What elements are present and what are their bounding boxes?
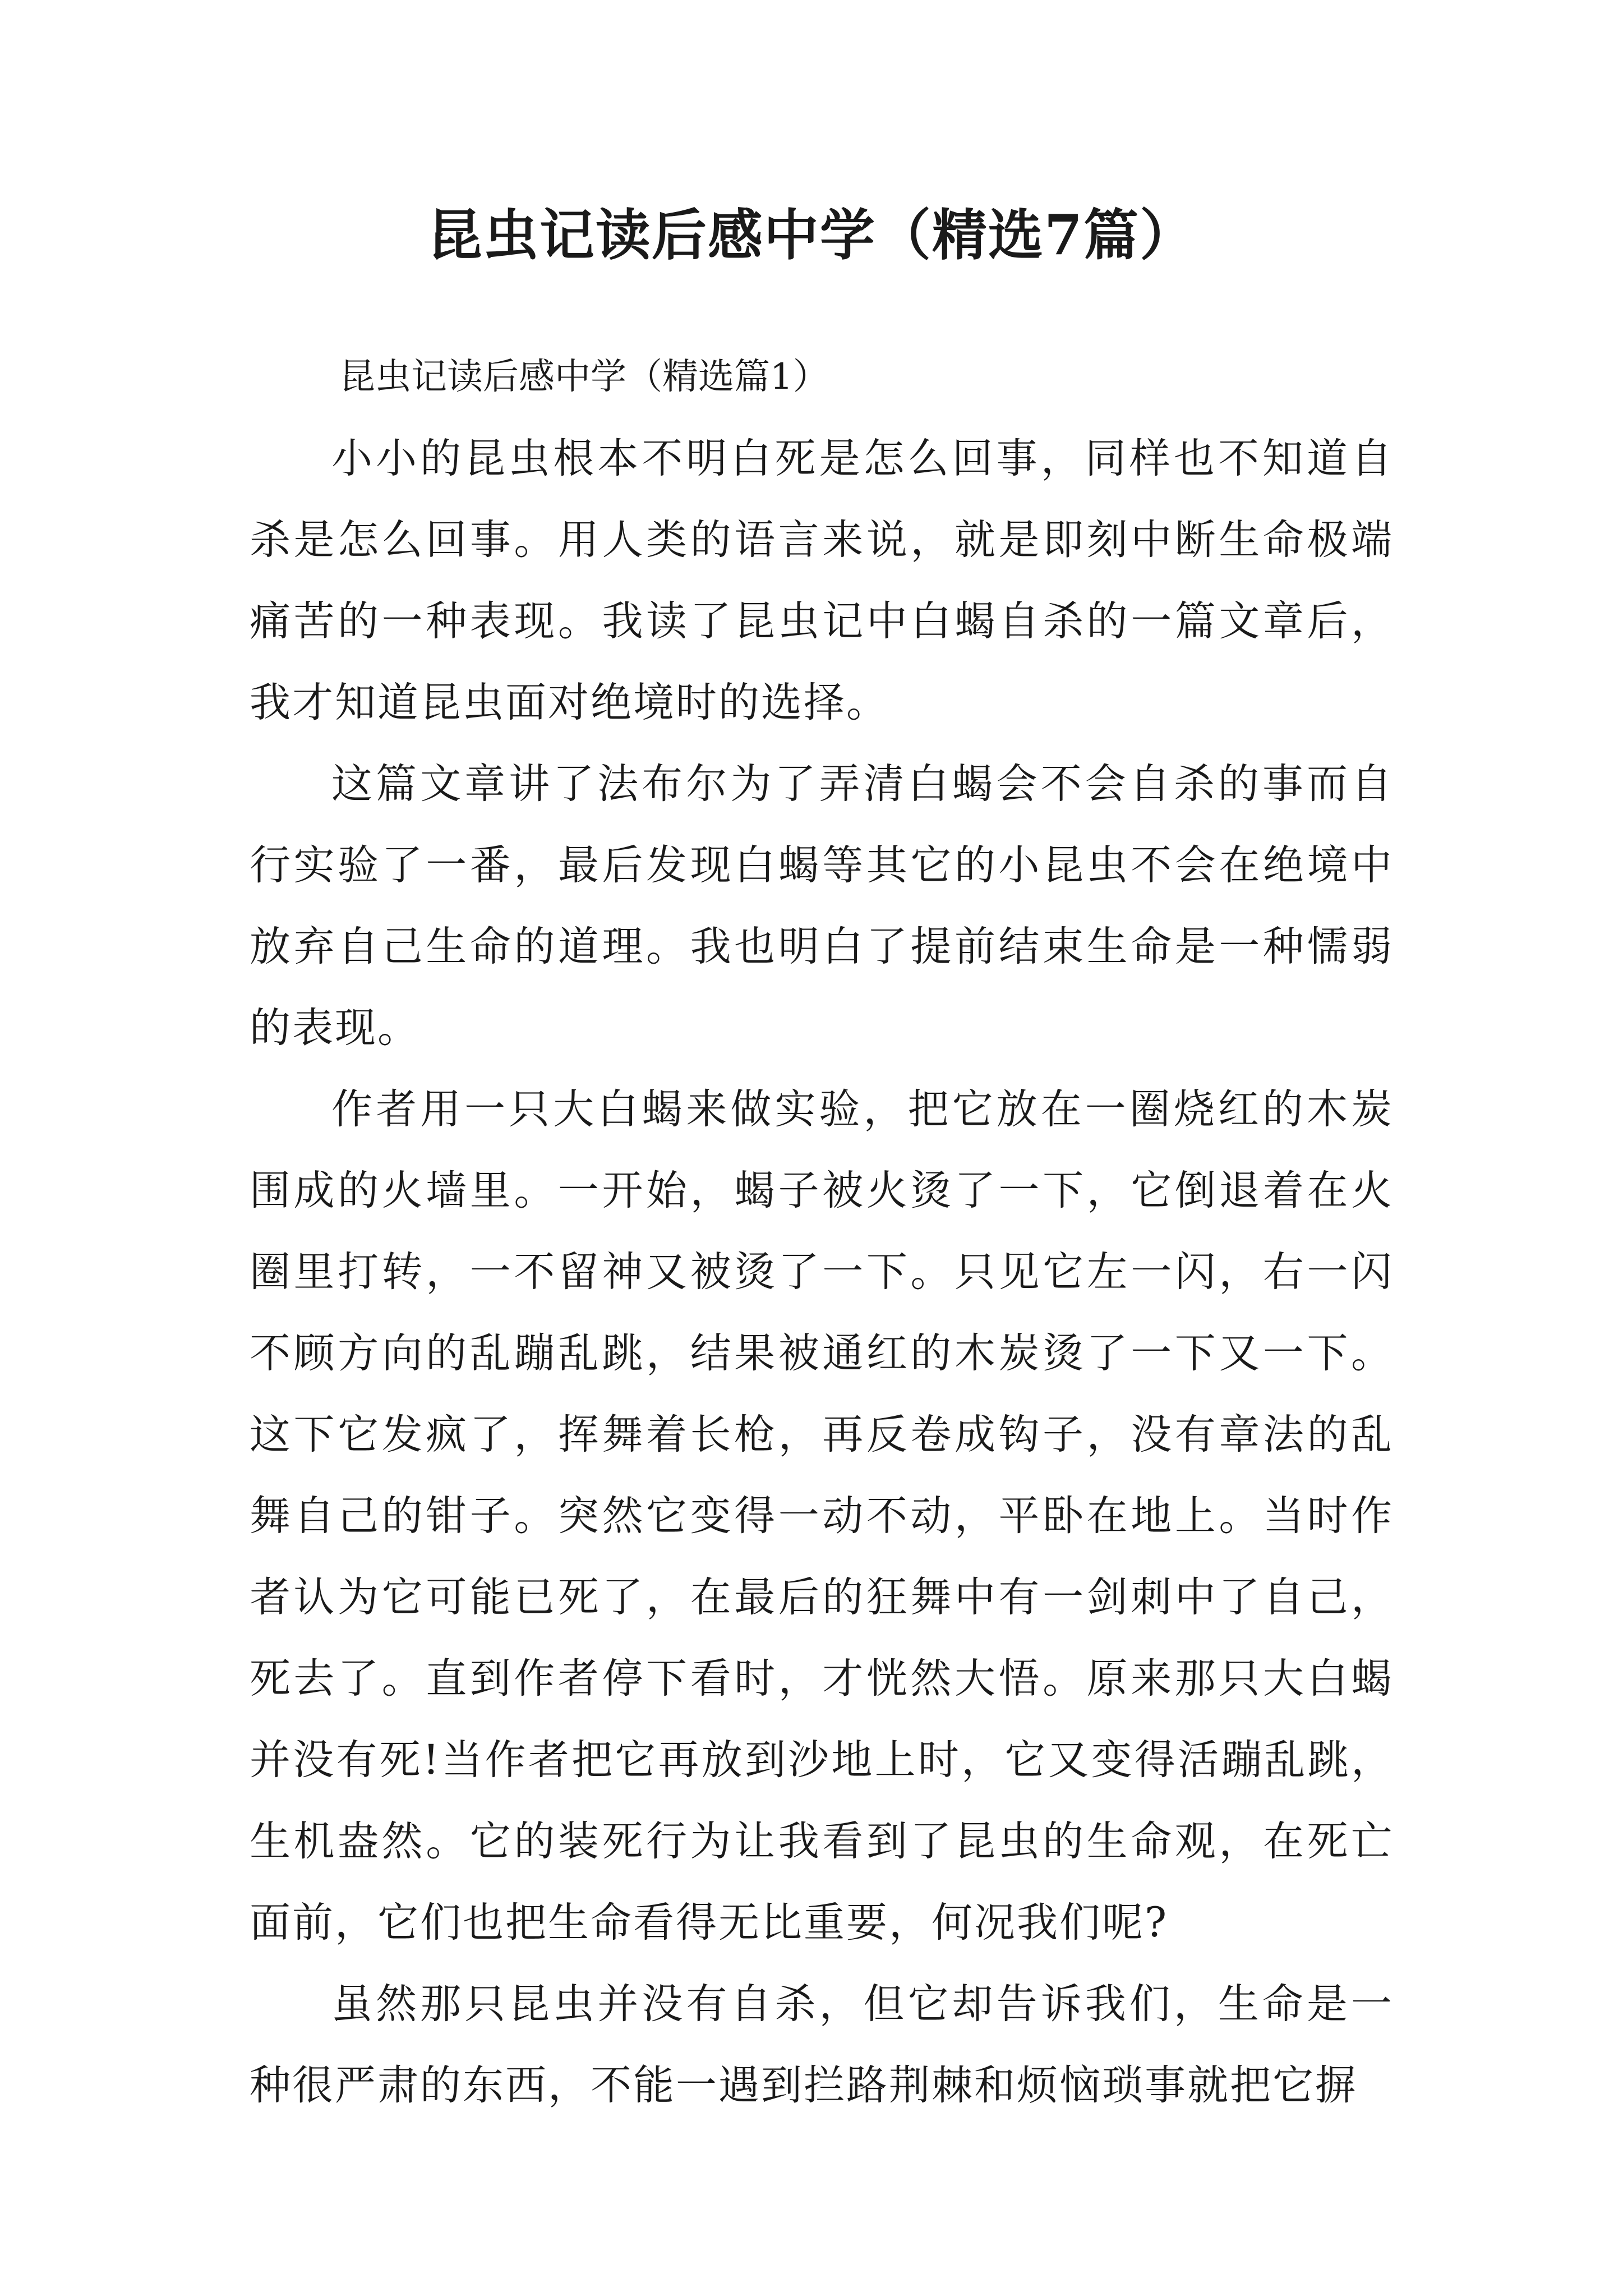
document-title: 昆虫记读后感中学（精选7篇） — [427, 203, 1196, 268]
document-body — [250, 337, 1394, 2126]
section-heading: 昆虫记读后感中学（精选篇1） — [339, 356, 829, 398]
paragraph: 作者用一只大白蝎来做实验，把它放在一圈烧红的木炭围成的火墙里。一开始，蝎子被火烫了一下，它倒退着在火圈里打转，一不留神又被烫了一下。只见它左一闪，右一闪不顾方向的乱蹦乱跳，结果被通红的木炭烫了一下又一下。这下它发疯了，挥舞着长枪，再反卷成钩子，没有章法的乱舞自己的钳子。突然它变得一动不动，平卧在地上。当时作者认为它可能已死了，在最后的狂舞中有一剑刺中了自己，死去了。直到作者停下看时，才恍然大悟。原来那只大白蝎并没有死!当作者把它再放到沙地上时，它又变得活蹦乱跳，生机盎然。它的装死行为让我看到了昆虫的生命观，在死亡面前，它们也把生命看得无比重要，何况我们呢? — [250, 1085, 1394, 1947]
paragraph: 这篇文章讲了法布尔为了弄清白蝎会不会自杀的事而自行实验了一番，最后发现白蝎等其它的小昆虫不会在绝境中放弃自己生命的道理。我也明白了提前结束生命是一种懦弱的表现。 — [250, 760, 1394, 1052]
paragraph: 虽然那只昆虫并没有自杀，但它却告诉我们，生命是一种很严肃的东西，不能一遇到拦路荆棘和烦恼琐事就把它摒 — [250, 1980, 1394, 2109]
paragraph: 小小的昆虫根本不明白死是怎么回事，同样也不知道自杀是怎么回事。用人类的语言来说，就是即刻中断生命极端痛苦的一种表现。我读了昆虫记中白蝎自杀的一篇文章后，我才知道昆虫面对绝境时的选择。 — [250, 435, 1394, 726]
